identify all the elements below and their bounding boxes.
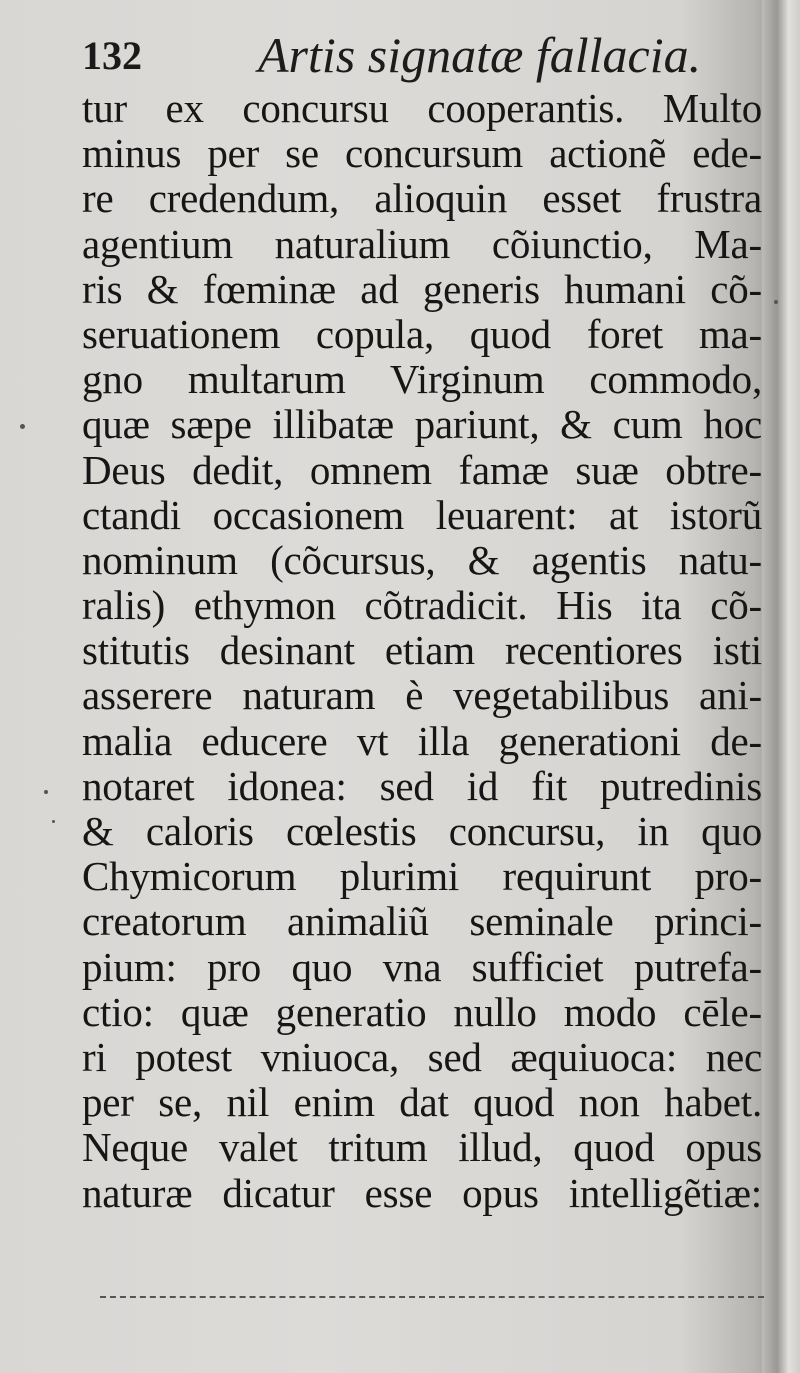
- text-line: Chymicorum plurimi requirunt pro-: [82, 854, 762, 900]
- text-line: ctio: quæ generatio nullo modo cēle-: [82, 989, 762, 1035]
- text-line: naturæ dicatur esse opus intelligẽtiæ:: [82, 1170, 762, 1216]
- text-line: per se, nil enim dat quod non habet.: [82, 1080, 762, 1126]
- page-number: 132: [82, 33, 142, 78]
- text-line: asserere naturam è vegetabilibus ani-: [82, 673, 762, 719]
- text-line: malia educere vt illa generationi de-: [82, 718, 762, 764]
- text-line: nominum (cõcursus, & agentis natu-: [82, 537, 762, 583]
- text-line: Neque valet tritum illud, quod opus: [82, 1125, 762, 1171]
- text-line: Deus dedit, omnem famæ suæ obtre-: [82, 447, 762, 493]
- running-head: Artis signatæ fallacia.: [258, 27, 702, 83]
- paper-speck: [774, 300, 778, 304]
- text-line: ctandi occasionem leuarent: at istorũ: [82, 492, 762, 538]
- paper-speck: [52, 820, 55, 823]
- text-line: gno multarum Virginum commodo,: [82, 357, 762, 403]
- body-text: [82, 86, 762, 1216]
- text-line: stitutis desinant etiam recentiores isti: [82, 628, 762, 674]
- text-line: seruationem copula, quod foret ma-: [82, 311, 762, 357]
- text-line: tur ex concursu cooperantis. Multo: [82, 86, 762, 131]
- text-line: ralis) ethymon cõtradicit. His ita cõ-: [82, 583, 762, 629]
- text-line: re credendum, alioquin esset frustra: [82, 176, 762, 222]
- text-line: creatorum animaliũ seminale princi-: [82, 899, 762, 945]
- text-line: & caloris cœlestis concursu, in quo: [82, 809, 762, 854]
- paper-speck: [44, 790, 48, 794]
- text-line: ris & fœminæ ad generis humani cõ-: [82, 266, 762, 312]
- paper-speck: [20, 424, 25, 429]
- page-gutter-shadow: [762, 0, 800, 1373]
- text-line: agentium naturalium cõiunctio, Ma-: [82, 221, 762, 267]
- text-line: ri potest vniuoca, sed æquiuoca: nec: [82, 1034, 762, 1080]
- text-line: minus per se concursum actionẽ ede-: [82, 131, 762, 177]
- page-header: [82, 26, 762, 86]
- footer-rule: [100, 1296, 764, 1298]
- text-line: notaret idonea: sed id fit putredinis: [82, 763, 762, 809]
- text-line: pium: pro quo vna sufficiet putrefa-: [82, 944, 762, 990]
- text-line: quæ sæpe illibatæ pariunt, & cum hoc: [82, 402, 762, 448]
